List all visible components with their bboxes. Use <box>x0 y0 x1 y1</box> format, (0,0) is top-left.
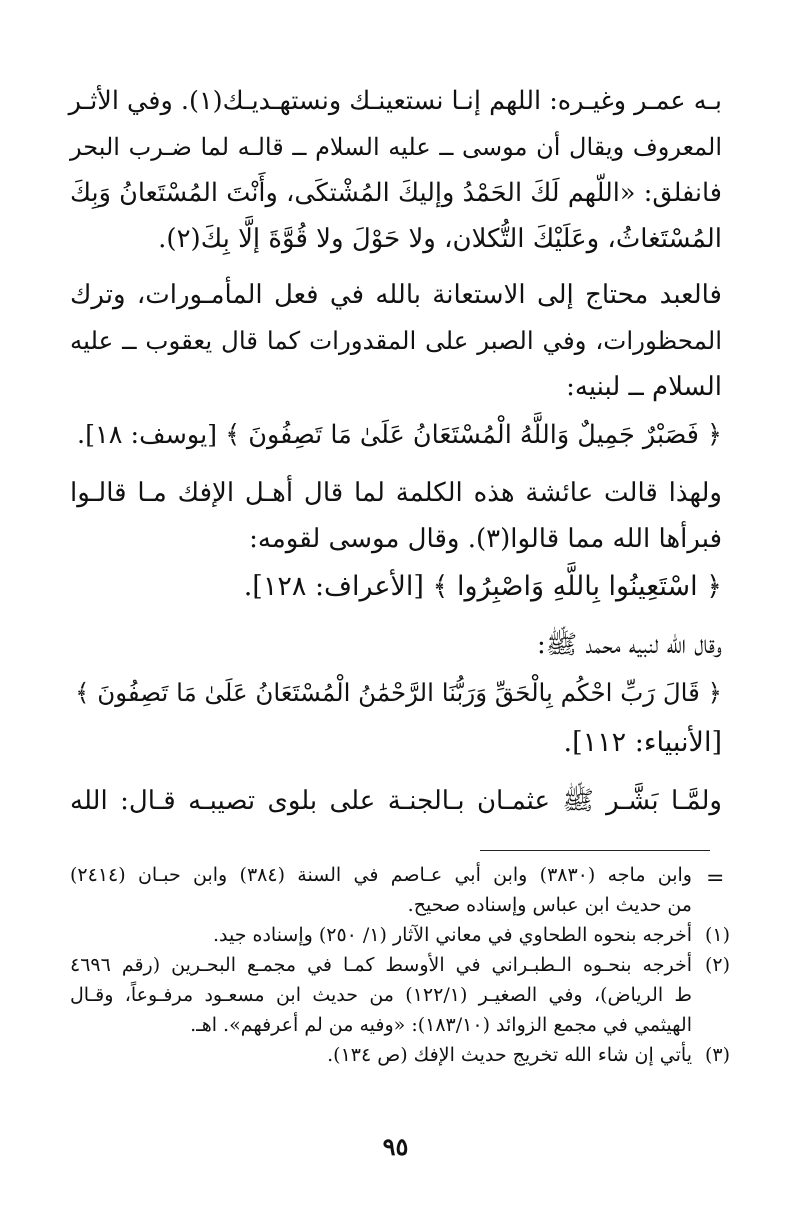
main-text <box>70 78 722 824</box>
text-line: بـه عمـر وغيـره: اللهم إنـا نستعينـك ونستهـديـك(١). وفي الأثـر <box>68 86 722 116</box>
paragraph-2 <box>70 272 722 410</box>
quran-verse-yusuf: ﴿ فَصَبْرٌ جَمِيلٌ وَاللَّهُ الْمُسْتَعَانُ عَلَىٰ مَا تَصِفُونَ ﴾ [يوسف: ١٨]. <box>76 420 722 450</box>
footnote-line: ط الرياض)، وفي الصغيـر (١٢٢/١) من حديث ابن مسعـود مرفـوعاً، وقـال <box>70 984 692 1006</box>
footnote-3 <box>70 1040 730 1070</box>
text-line: المُسْتَغاثُ، وعَلَيْكَ التُّكلان، ولا حَوْلَ ولا قُوَّةَ إلَّا بِكَ(٢). <box>158 224 722 254</box>
text-line: فبرأها الله مما قالوا(٣). وقال موسى لقومه: <box>249 524 722 554</box>
footnote-line: من حديث ابن عباس وإسناده صحيح. <box>407 894 692 916</box>
text-line: فالعبد محتاج إلى الاستعانة بالله في فعل المأمـورات، وترك <box>70 280 722 310</box>
text-line: فانفلق: «اللّهم لَكَ الحَمْدُ وإليكَ المُشْتكَى، وأَنْتَ المُسْتَعانُ وَبِكَ <box>70 178 722 208</box>
footnote-line: الهيثمي في مجمع الزوائد (١٨٣/١٠): «وفيه من لم أعرفهم». اهـ. <box>190 1014 692 1036</box>
quran-verse-anbiya: ﴿ قَالَ رَبِّ احْكُم بِالْحَقِّ وَرَبُّنَا الرَّحْمَٰنُ الْمُسْتَعَانُ عَلَىٰ مَا تَصِفُونَ ﴾ <box>75 678 722 707</box>
paragraph-3 <box>70 470 722 562</box>
footnote-number: (٣) <box>704 1044 730 1066</box>
footnote-line: أخرجه بنحوه الطحاوي في معاني الآثار (١/ ٢٥٠) وإسناده جيد. <box>212 924 692 946</box>
footnote-2 <box>70 950 730 1040</box>
text-line: ولهذا قالت عائشة هذه الكلمة لما قال أهـل الإفك مـا قالـوا <box>70 478 722 508</box>
text-line: السلام ــ لبنيه: <box>566 372 722 402</box>
paragraph-1 <box>70 78 722 262</box>
footnote-continuation-mark: = <box>706 866 725 891</box>
footnote-line: وابن ماجه (٣٨٣٠) وابن أبي عـاصم في السنة (٣٨٤) وابن حبـان (٢٤١٤) <box>70 864 692 886</box>
footnote-number: (٢) <box>704 954 730 976</box>
text-line: المعروف ويقال أن موسى ــ عليه السلام ــ قالـه لما ضـرب البحر <box>70 133 722 161</box>
footnotes <box>70 860 730 1070</box>
page-number: ٩٥ <box>382 1132 409 1161</box>
quran-verse-araf: ﴿ اسْتَعِينُوا بِاللَّهِ وَاصْبِرُوا ﴾ [الأعراف: ١٢٨]. <box>243 571 722 602</box>
footnote-line: يأتي إن شاء الله تخريج حديث الإفك (ص ١٣٤). <box>327 1044 692 1066</box>
text-line: المحظورات، وفي الصبر على المقدورات كما قال يعقوب ــ عليه <box>70 326 722 355</box>
footnote-line: أخرجه بنحـوه الـطبـراني في الأوسط كمـا في مجمـع البحـرين (رقم ٤٦٩٦ <box>70 954 692 976</box>
verse-reference-anbiya: [الأنبياء: ١١٢]. <box>563 727 722 758</box>
footnote-separator <box>480 850 710 851</box>
footnote-1 <box>70 920 730 950</box>
paragraph-5: ولمَّـا بَشَّـر ﷺ عثمـان بـالجنـة على بلوى تصيبـه قـال: الله <box>70 786 722 816</box>
footnote-number: (١) <box>704 924 730 946</box>
paragraph-4: وقال الله لنبيه محمد ﷺ: <box>537 630 722 660</box>
footnote-continuation <box>70 860 730 920</box>
